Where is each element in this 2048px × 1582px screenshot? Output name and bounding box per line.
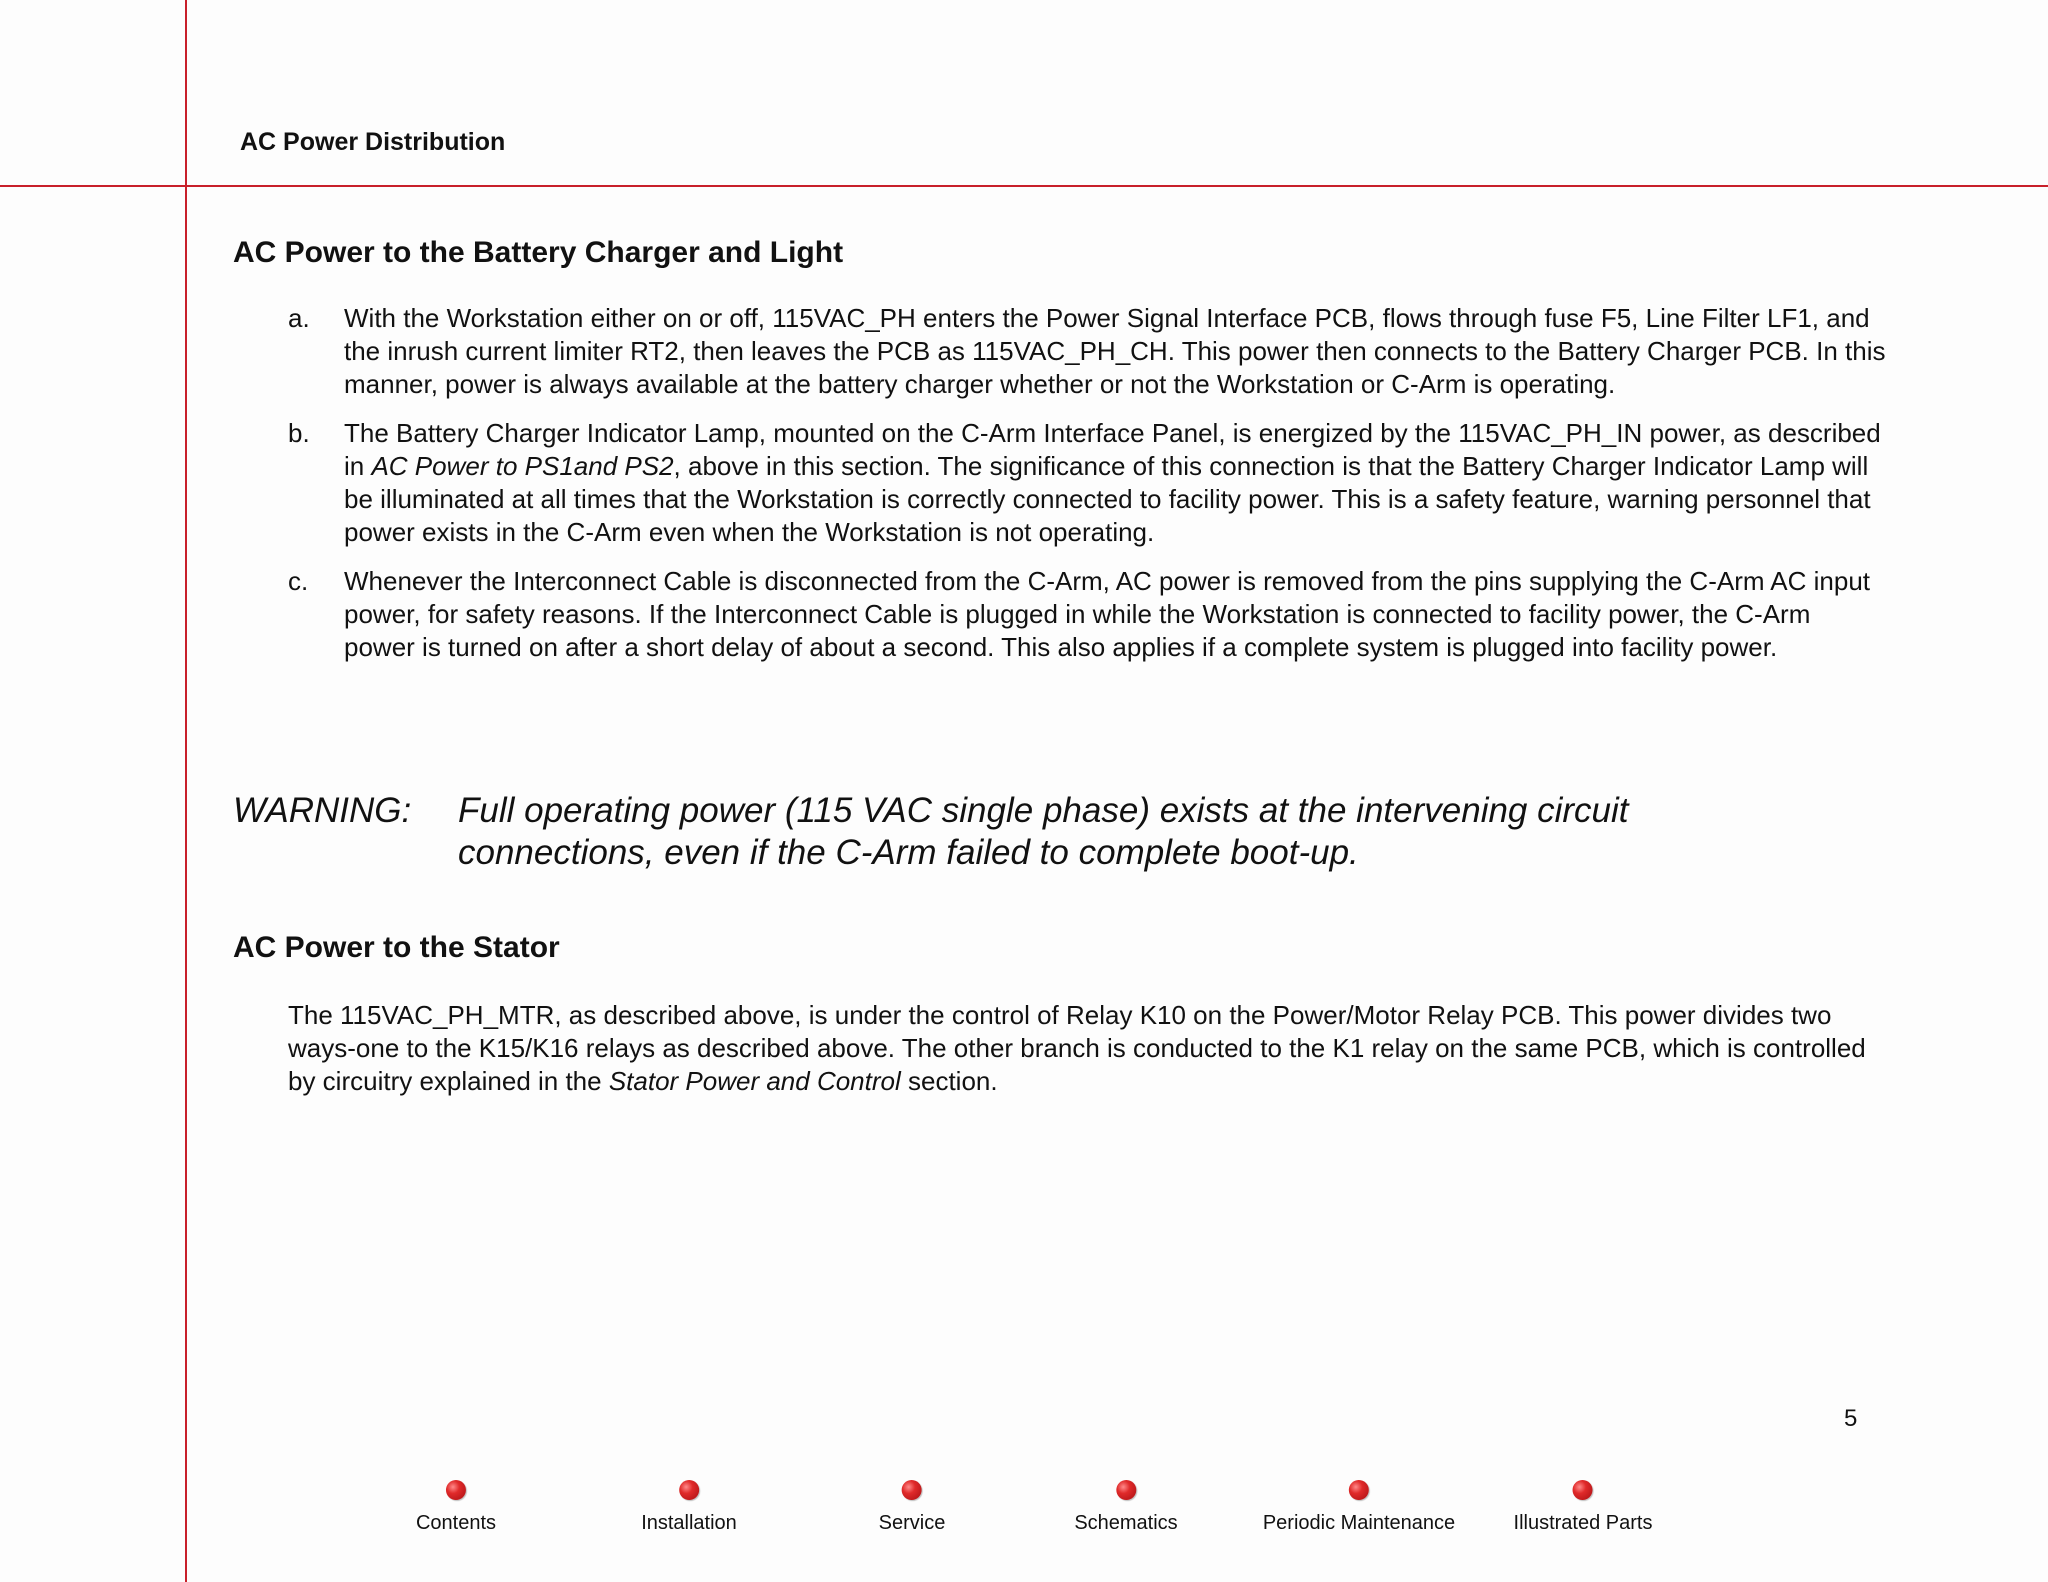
red-bullet-icon[interactable] xyxy=(1349,1480,1369,1500)
list-marker: c. xyxy=(288,566,309,596)
nav-label[interactable]: Periodic Maintenance xyxy=(1262,1512,1456,1534)
list-item-text-part: , above in this section. The significance of this connection is that the Battery Charger Indicator Lamp will be illuminated at all times that the Workstation is correctly connected to facility power. This is a safety feature, warning personnel that power exists in the C-Arm even when the Workstation is not operating. xyxy=(344,451,1871,547)
warning-block xyxy=(233,790,1833,874)
list-item-text: Whenever the Interconnect Cable is disconnected from the C-Arm, AC power is removed from the pins supplying the C-Arm AC input power, for safety reasons. If the Interconnect Cable is plugged in while the Workstation is connected to facility power, the C-Arm power is turned on after a short delay of about a second. This also applies if a complete system is plugged into facility power. xyxy=(344,566,1871,662)
cross-reference-link: Stator Power and Control xyxy=(608,1066,901,1096)
battery-charger-list xyxy=(288,302,1888,680)
nav-label[interactable]: Schematics xyxy=(1074,1512,1178,1534)
nav-service-button[interactable] xyxy=(879,1480,946,1535)
paragraph-text-part: The 115VAC_PH_MTR, as described above, is under the control of Relay K10 on the Power/Motor Relay PCB. This power divides two ways-one to the K15/K16 relays as described above. The other branch is conducted to the K1 relay on the same PCB, which is controlled by circuitry explained in the xyxy=(288,1000,1866,1096)
red-bullet-icon[interactable] xyxy=(1573,1480,1593,1500)
nav-periodic-maintenance-button[interactable] xyxy=(1263,1480,1455,1535)
section-heading-battery-charger: AC Power to the Battery Charger and Light xyxy=(233,236,844,269)
red-bullet-icon[interactable] xyxy=(446,1480,466,1500)
red-bullet-icon[interactable] xyxy=(1116,1480,1136,1500)
list-item-text xyxy=(344,418,1881,547)
horizontal-rule xyxy=(0,185,2048,187)
nav-schematics-button[interactable] xyxy=(1074,1480,1177,1535)
nav-illustrated-parts-button[interactable] xyxy=(1514,1480,1653,1535)
paragraph-text-part: section. xyxy=(900,1066,998,1096)
section-heading-stator: AC Power to the Stator xyxy=(233,931,560,964)
red-bullet-icon[interactable] xyxy=(679,1480,699,1500)
list-marker: a. xyxy=(288,303,310,333)
list-marker: b. xyxy=(288,418,310,448)
stator-paragraph xyxy=(288,999,1888,1098)
red-bullet-icon[interactable] xyxy=(902,1480,922,1500)
nav-label[interactable]: Installation xyxy=(641,1512,737,1534)
warning-label: WARNING: xyxy=(233,791,412,830)
list-item-text-part: The Battery Charger Indicator Lamp, mounted on the C-Arm Interface Panel, is energized by the 115VAC_PH_IN power, as described in xyxy=(344,418,1881,481)
page-header-title: AC Power Distribution xyxy=(240,128,506,156)
nav-label[interactable]: Contents xyxy=(415,1512,497,1534)
list-item xyxy=(288,565,1888,664)
warning-text: Full operating power (115 VAC single phase) exists at the intervening circuit connections, even if the C-Arm failed to complete boot-up. xyxy=(458,791,1629,872)
list-item xyxy=(288,302,1888,401)
nav-installation-button[interactable] xyxy=(641,1480,737,1535)
nav-contents-button[interactable] xyxy=(416,1480,496,1535)
nav-label[interactable]: Illustrated Parts xyxy=(1513,1512,1653,1534)
page-number: 5 xyxy=(1844,1405,1858,1432)
nav-label[interactable]: Service xyxy=(878,1512,946,1534)
vertical-rule xyxy=(185,0,187,1582)
list-item-text: With the Workstation either on or off, 115VAC_PH enters the Power Signal Interface PCB, flows through fuse F5, Line Filter LF1, and the inrush current limiter RT2, then leaves the PCB as 115VAC_PH_CH. This power then connects to the Battery Charger PCB. In this manner, power is always available at the battery charger whether or not the Workstation or C-Arm is operating. xyxy=(344,303,1886,399)
list-item xyxy=(288,417,1888,549)
bottom-navigation xyxy=(0,1480,2048,1550)
cross-reference-link: AC Power to PS1and PS2 xyxy=(371,451,674,481)
